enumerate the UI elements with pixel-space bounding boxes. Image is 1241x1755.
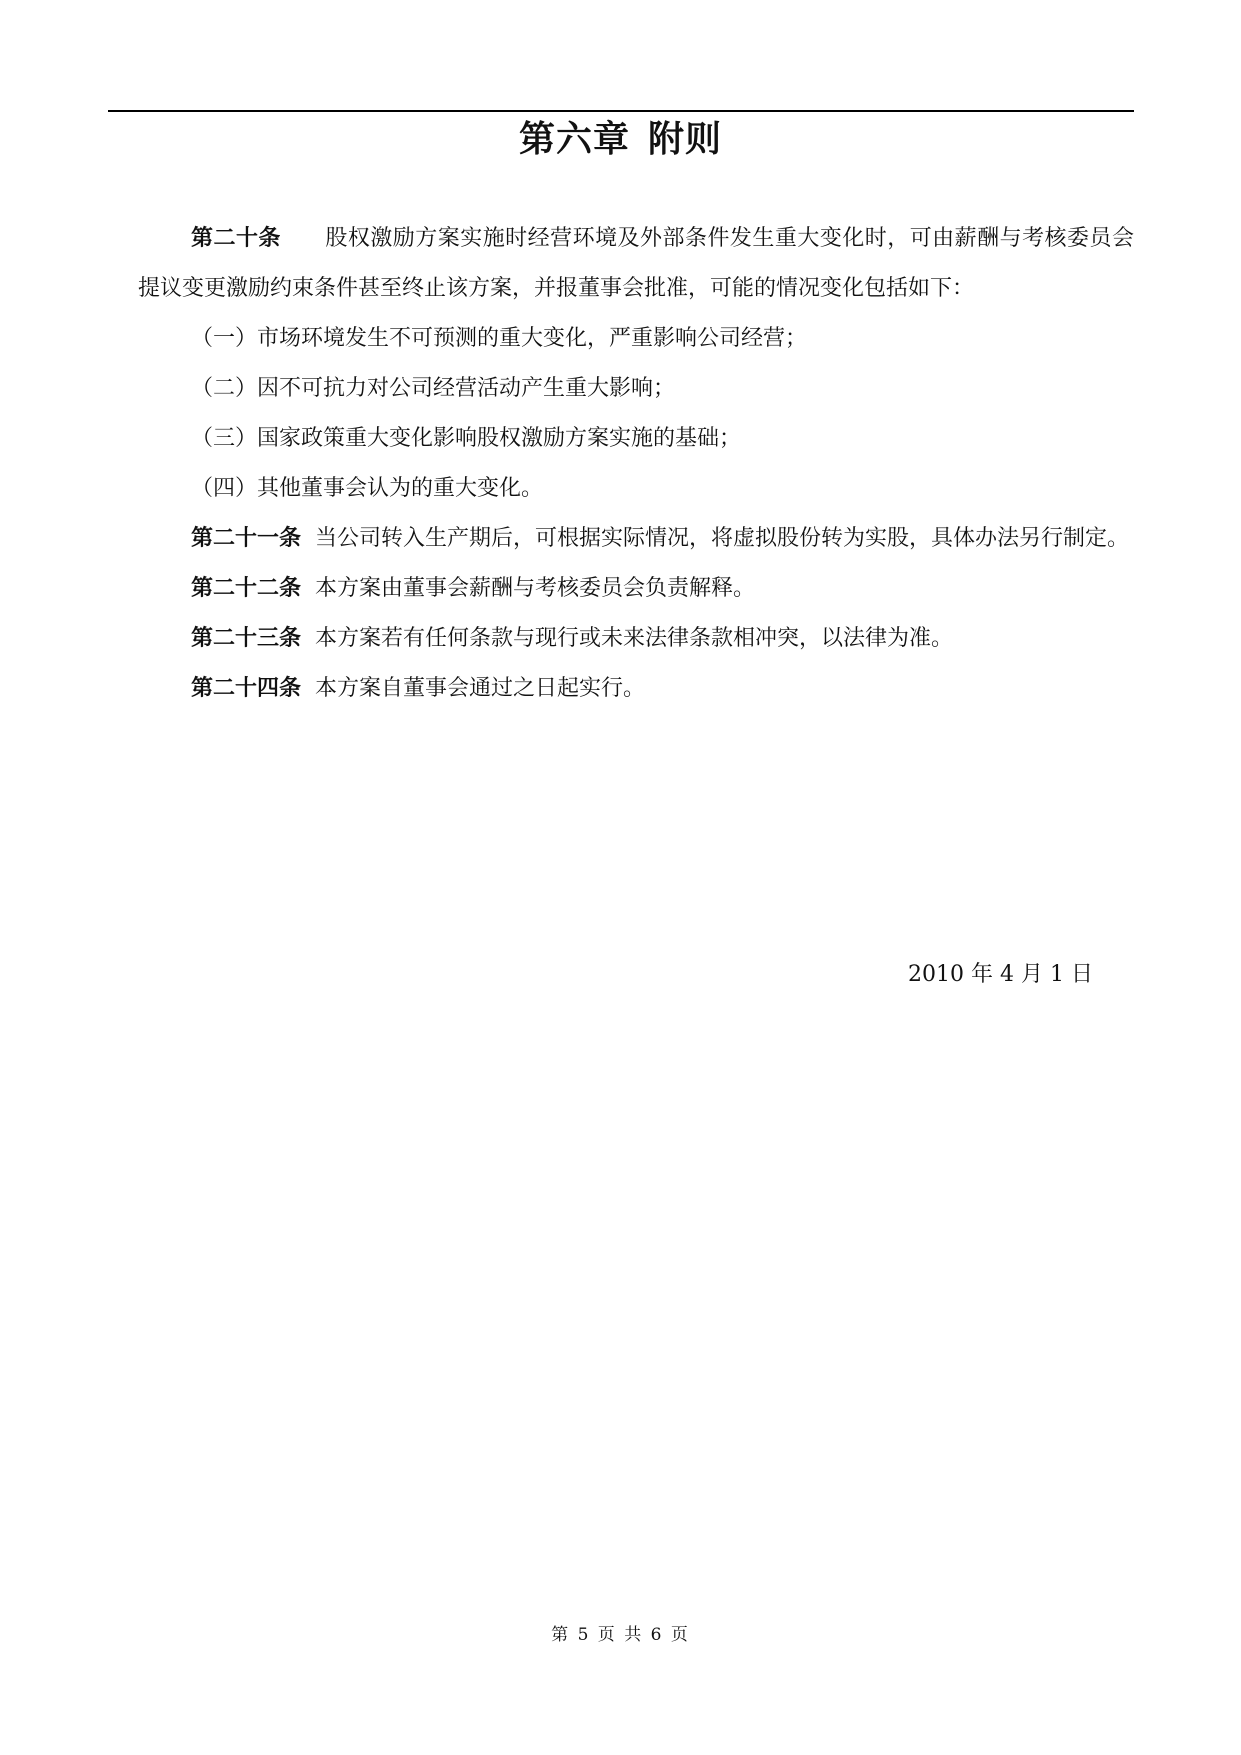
article-text: 股权激励方案实施时经营环境及外部条件发生重大变化时，可由薪酬与考核委员会提议变更激励约束条件甚至终止该方案，并报董事会批准，可能的情况变化包括如下： [138, 226, 1134, 301]
article-24 [138, 664, 1134, 714]
chapter-title [0, 115, 1241, 165]
list-item: （一）市场环境发生不可预测的重大变化，严重影响公司经营； [191, 326, 808, 351]
document-body [138, 214, 1134, 714]
chapter-number: 第六章 [518, 119, 630, 160]
article-22 [138, 564, 1134, 614]
article-text: 本方案由董事会薪酬与考核委员会负责解释。 [315, 576, 756, 601]
header-rule [108, 110, 1134, 112]
article-text: 当公司转入生产期后，可根据实际情况，将虚拟股份转为实股，具体办法另行制定。 [315, 526, 1130, 551]
list-item: （三）国家政策重大变化影响股权激励方案实施的基础； [191, 426, 742, 451]
article-label: 第二十二条 [191, 576, 302, 601]
list-item: （二）因不可抗力对公司经营活动产生重大影响； [191, 376, 676, 401]
article-label: 第二十三条 [191, 626, 302, 651]
article-21 [138, 514, 1134, 564]
article-label: 第二十四条 [191, 676, 302, 701]
article-20 [138, 214, 1134, 314]
article-text: 本方案自董事会通过之日起实行。 [315, 676, 646, 701]
list-item: （四）其他董事会认为的重大变化。 [191, 476, 544, 501]
article-label: 第二十一条 [191, 526, 302, 551]
article-text: 本方案若有任何条款与现行或未来法律条款相冲突，以法律为准。 [315, 626, 954, 651]
article-23 [138, 614, 1134, 664]
page-number-footer: 第 5 页 共 6 页 [551, 1625, 690, 1645]
document-date: 2010 年 4 月 1 日 [908, 962, 1093, 987]
chapter-name: 附则 [648, 119, 723, 160]
article-label: 第二十条 [191, 226, 281, 251]
